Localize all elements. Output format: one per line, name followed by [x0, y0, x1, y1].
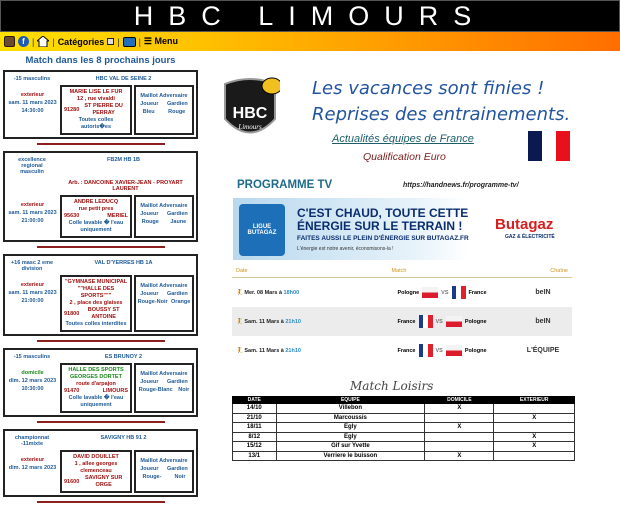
match-time: 14:30:00 [21, 108, 44, 114]
table-cell: 18/11 [233, 423, 277, 433]
kit-keeper-label: Gardien [166, 379, 188, 385]
divider [37, 246, 165, 248]
table-cell: X [494, 432, 575, 442]
kit-player-label: Joueur [140, 211, 159, 217]
news-link[interactable]: Actualités équipes de France [332, 133, 474, 145]
team2: Pologne [464, 318, 487, 325]
match-place: exterieur [20, 282, 45, 288]
butagaz-banner[interactable] [233, 198, 569, 260]
venue-box [60, 450, 132, 493]
table-cell: Gif sur Yvette [276, 442, 425, 452]
table-cell: X [425, 423, 494, 433]
divider [37, 340, 165, 342]
divider [37, 501, 165, 503]
instagram-icon[interactable] [4, 36, 15, 47]
match-time: 10:30:00 [21, 386, 44, 392]
nav-menu[interactable]: ☰ Menu [143, 36, 178, 46]
team1: France [397, 318, 416, 325]
kit-player-label: Joueur [140, 101, 159, 107]
team1: France [397, 347, 416, 354]
table-cell: 15/12 [233, 442, 277, 452]
kit-box [134, 195, 194, 238]
france-flag-icon [452, 286, 466, 299]
kit-keeper-color: Rouge [168, 109, 186, 115]
table-cell [425, 442, 494, 452]
tv-date: Sam. 11 Mars à [244, 347, 286, 354]
table-cell [425, 413, 494, 423]
match-place: domicile [21, 370, 44, 376]
channel-logo: beIN [535, 318, 551, 325]
tv-date: Sam. 11 Mars à [244, 318, 286, 325]
matches-title: Match dans les 8 prochains jours [25, 55, 176, 66]
table-cell [494, 451, 575, 461]
match-category: -15 masculins [13, 76, 51, 82]
svg-text:HBC: HBC [232, 105, 268, 122]
site-title[interactable]: HBC LIMOURS [133, 0, 487, 31]
loisirs-title: Match Loisirs [350, 379, 434, 393]
match-opponent: SAVIGNY HB 91 2 [100, 435, 147, 441]
venue-name: DAVID DOUILLET [73, 454, 119, 460]
nav-separator: | [117, 36, 120, 47]
team1: Pologne [397, 289, 420, 296]
table-cell: 13/1 [233, 451, 277, 461]
venue-name: ANDRE LEDUCQ [73, 199, 119, 205]
poland-flag-icon [446, 316, 462, 327]
banner-line4: L'énergie est notre avenir, économisons-la ! [297, 246, 394, 252]
dropdown-icon[interactable] [107, 38, 114, 45]
kit-keeper-color: Orange [171, 299, 191, 305]
kit-player-color: Bleu [142, 109, 155, 115]
match-place: exterieur [20, 457, 45, 463]
match-place: exterieur [20, 92, 45, 98]
glue-note: Colle lavable � l'eau uniquement [68, 395, 124, 408]
venue-box [60, 195, 132, 238]
tv-row [232, 336, 572, 365]
col-date: DATE [233, 397, 277, 404]
table-cell [494, 404, 575, 414]
match-category: championnat -11mixte [14, 435, 50, 447]
kit-keeper-label: Gardien [166, 211, 188, 217]
nav-bar [0, 32, 620, 51]
kit-keeper-color: Noir [178, 387, 190, 393]
folder-icon[interactable] [123, 37, 136, 47]
france-flag-icon [419, 344, 433, 357]
match-opponent: VAL D'YERRES HB 1A [94, 260, 153, 266]
venue-box [60, 85, 132, 135]
match-card[interactable] [3, 151, 198, 242]
loisirs-table [232, 396, 575, 461]
col-home: DOMICILE [425, 397, 494, 404]
facebook-icon[interactable]: f [18, 36, 29, 47]
match-category: +16 masc 2 eme division [10, 260, 54, 272]
nav-categories[interactable]: Catégories [57, 36, 105, 47]
table-row [233, 413, 575, 423]
venue-street: 12 , rue vivaldi [77, 96, 115, 102]
news-subtitle: Qualification Euro [363, 151, 446, 163]
kit-box [134, 363, 194, 413]
kit-title: Maillot Adversaire [140, 371, 188, 377]
kit-player-color: Rouge [141, 219, 159, 225]
tv-date: Mer. 08 Mars à [244, 289, 284, 296]
upcoming-matches [3, 55, 198, 509]
venue-name: "GYMNASE MUNICIPAL ""HALLE DES SPORTS""" [64, 279, 128, 299]
kit-player-color: Rouge- [142, 474, 162, 480]
col-team: EQUIPE [276, 397, 425, 404]
divider [37, 421, 165, 423]
venue-street: 1 , allee georges clemenceau [74, 461, 118, 474]
kit-keeper-color: Jaune [170, 219, 187, 225]
col-match: Match [391, 268, 407, 274]
site-header [0, 0, 620, 32]
butagaz-sub: GAZ & ÉLECTRICITÉ [505, 234, 555, 240]
venue-city: LIMOURS [102, 388, 128, 394]
divider [37, 143, 165, 145]
svg-text:Limours: Limours [238, 123, 262, 131]
headline: Les vacances sont finies ! Reprises des entrainements. [312, 78, 571, 125]
match-card[interactable] [3, 348, 198, 417]
match-referees: Arb. : DANCOINE XAVIER-JEAN - PROYART LAURENT [68, 180, 183, 192]
match-date: sam. 11 mars 2023 [8, 100, 57, 106]
match-card[interactable] [3, 70, 198, 139]
nav-separator: | [138, 36, 141, 47]
nav-separator: | [52, 36, 55, 47]
venue-name: HALLE DES SPORTS GEORGES DORTET [68, 367, 124, 380]
kit-player-color: Rouge-Noir [137, 299, 168, 305]
vs-label: VS [435, 347, 443, 354]
table-cell: 21/10 [233, 413, 277, 423]
france-flag-icon [419, 315, 433, 328]
ligue-logo: LIGUE BUTAGAZ [239, 204, 285, 256]
venue-name: MARIE LISE LE FUR [69, 89, 123, 95]
venue-box [60, 363, 132, 413]
col-date: Date [236, 268, 248, 274]
kit-box [134, 275, 194, 332]
table-cell: 8/12 [233, 432, 277, 442]
kit-title: Maillot Adversaire [140, 283, 188, 289]
venue-street: route d'arpajon [76, 381, 116, 387]
match-time: 21:00:00 [21, 298, 44, 304]
kit-title: Maillot Adversaire [140, 203, 188, 209]
handball-icon: 🤾 [236, 318, 245, 325]
venue-city: MERIEL [107, 213, 128, 219]
home-icon[interactable] [37, 36, 49, 47]
tv-title: PROGRAMME TV [237, 179, 333, 191]
table-cell: Verriere le buisson [276, 451, 425, 461]
match-opponent: ES BRUNOY 2 [104, 354, 143, 360]
kit-keeper-label: Gardien [166, 291, 188, 297]
table-cell: X [425, 404, 494, 414]
table-row [233, 451, 575, 461]
france-flag-icon [528, 131, 570, 161]
match-time: 21:00:00 [21, 218, 44, 224]
venue-street: 2 , place des glaises [69, 300, 123, 306]
venue-city: SAVIGNY SUR ORGE [84, 475, 123, 488]
venue-zip: 91470 [64, 388, 80, 394]
kit-keeper-label: Gardien [166, 101, 188, 107]
tv-schedule [232, 266, 572, 365]
table-row [233, 432, 575, 442]
match-card[interactable] [3, 254, 198, 336]
handball-icon: 🤾 [236, 347, 245, 354]
butagaz-brand: Butagaz [495, 216, 554, 233]
venue-zip: 91280 [64, 106, 80, 113]
tv-time: 21h10 [285, 347, 301, 354]
glue-note: Toutes colles autoris�es [78, 117, 114, 130]
table-cell: Egly [276, 432, 425, 442]
venue-zip: 91600 [64, 478, 80, 485]
nav-separator: | [32, 36, 35, 47]
kit-box [134, 450, 194, 493]
handball-icon: 🤾 [236, 289, 245, 296]
table-cell: X [494, 442, 575, 452]
tv-row [232, 307, 572, 336]
table-cell: Egly [276, 423, 425, 433]
club-logo[interactable] [220, 74, 280, 146]
kit-keeper-color: Noir [174, 474, 186, 480]
banner-line3: FAITES AUSSI LE PLEIN D'ÉNERGIE SUR BUTAGAZ.FR [297, 235, 469, 242]
kit-player-label: Joueur [140, 291, 159, 297]
team2: France [468, 289, 487, 296]
col-channel: Chaîne [550, 268, 568, 274]
venue-city: ST PIERRE DU PERRAY [84, 103, 123, 116]
banner-line2: ÉNERGIE SUR LE TERRAIN ! [297, 219, 463, 233]
match-date: dim. 12 mars 2023 [8, 465, 57, 471]
channel-logo: L'ÉQUIPE [526, 347, 560, 354]
table-cell: Marcoussis [276, 413, 425, 423]
kit-player-label: Joueur [140, 466, 159, 472]
poland-flag-icon [446, 345, 462, 356]
match-category: -15 masculins [13, 354, 51, 360]
glue-note: Toutes colles interdites [65, 321, 127, 327]
vs-label: VS [441, 289, 449, 296]
table-row [233, 442, 575, 452]
poland-flag-icon [422, 287, 438, 298]
table-cell: 14/10 [233, 404, 277, 414]
table-cell: Villebon [276, 404, 425, 414]
table-cell: X [425, 451, 494, 461]
tv-time: 21h10 [285, 318, 301, 325]
match-card[interactable] [3, 429, 198, 497]
kit-title: Maillot Adversaire [140, 458, 188, 464]
venue-zip: 95630 [64, 213, 80, 219]
match-date: dim. 12 mars 2023 [8, 378, 57, 384]
match-category: excellence regional masculin [18, 157, 46, 175]
table-cell: X [494, 413, 575, 423]
match-date: sam. 11 mars 2023 [8, 210, 57, 216]
tv-time: 18h00 [283, 289, 300, 296]
match-place: exterieur [20, 202, 45, 208]
col-away: EXTERIEUR [494, 397, 575, 404]
table-cell [494, 423, 575, 433]
kit-player-color: Rouge-Blanc [138, 387, 173, 393]
table-cell [425, 432, 494, 442]
team2: Pologne [464, 347, 487, 354]
vs-label: VS [435, 318, 443, 325]
banner-line1: C'EST CHAUD, TOUTE CETTE [297, 206, 469, 220]
match-opponent: FB2M HB 1B [106, 157, 140, 163]
tv-url[interactable]: https://handnews.fr/programme-tv/ [403, 182, 519, 189]
kit-box [134, 85, 194, 135]
table-row [233, 423, 575, 433]
match-date: sam. 11 mars 2023 [8, 290, 57, 296]
match-opponent: HBC VAL DE SEINE 2 [95, 76, 152, 82]
table-row [233, 404, 575, 414]
kit-keeper-label: Gardien [166, 466, 188, 472]
kit-player-label: Joueur [140, 379, 159, 385]
tv-row [232, 278, 572, 307]
venue-box [60, 275, 132, 332]
venue-street: rue petit pres [78, 206, 114, 212]
venue-zip: 91800 [64, 310, 80, 317]
channel-logo: beIN [535, 289, 551, 296]
venue-city: BOUSSY ST ANTOINE [87, 307, 120, 320]
kit-title: Maillot Adversaire [140, 93, 188, 99]
glue-note: Colle lavable � l'eau uniquement [68, 220, 124, 233]
